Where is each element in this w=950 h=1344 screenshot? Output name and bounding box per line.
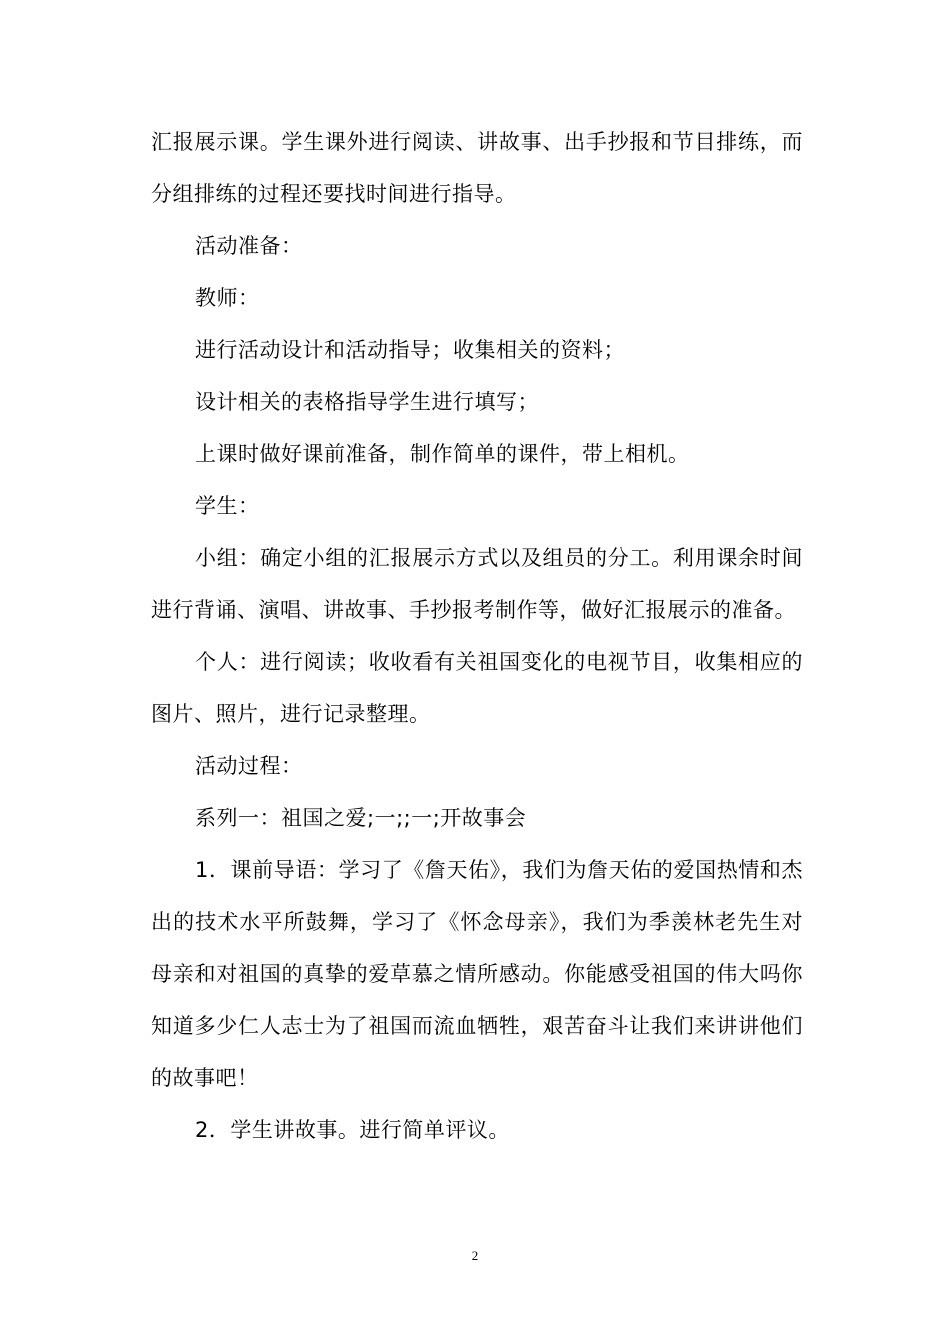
document-body [151,116,803,1156]
paragraph-teacher-class: 上课时做好课前准备，制作简单的课件，带上相机。 [195,442,690,466]
paragraph-teacher-forms: 设计相关的表格指导学生进行填写； [195,390,539,414]
paragraph-continuation: 汇报展示课。学生课外进行阅读、讲故事、出手抄报和节目排练，而分组排练的过程还要找时间进行指导。 [151,130,803,206]
page-number: 2 [471,1248,479,1263]
paragraph-item-2: 2．学生讲故事。进行简单评议。 [195,1118,510,1142]
heading-teacher: 教师： [195,286,260,310]
paragraph-group: 小组：确定小组的汇报展示方式以及组员的分工。利用课余时间进行背诵、演唱、讲故事、手抄报考制作等，做好汇报展示的准备。 [151,546,803,622]
paragraph-teacher-design: 进行活动设计和活动指导；收集相关的资料； [195,338,625,362]
heading-activity-process: 活动过程： [195,754,303,778]
paragraph-series-one: 系列一：祖国之爱;一;;一;开故事会 [195,806,527,830]
paragraph-item-1: 1．课前导语：学习了《詹天佑》，我们为詹天佑的爱国热情和杰出的技术水平所鼓舞，学习了《怀念母亲》，我们为季羡林老先生对母亲和对祖国的真挚的爱草慕之情所感动。你能感受祖国的伟大吗你知道多少仁人志士为了祖国而流血牺牲，艰苦奋斗让我们来讲讲他们的故事吧！ [151,858,803,1090]
heading-activity-preparation: 活动准备： [195,234,303,258]
heading-students: 学生： [195,494,260,518]
paragraph-individual: 个人：进行阅读；收收看有关祖国变化的电视节目，收集相应的图片、照片，进行记录整理。 [151,650,803,726]
